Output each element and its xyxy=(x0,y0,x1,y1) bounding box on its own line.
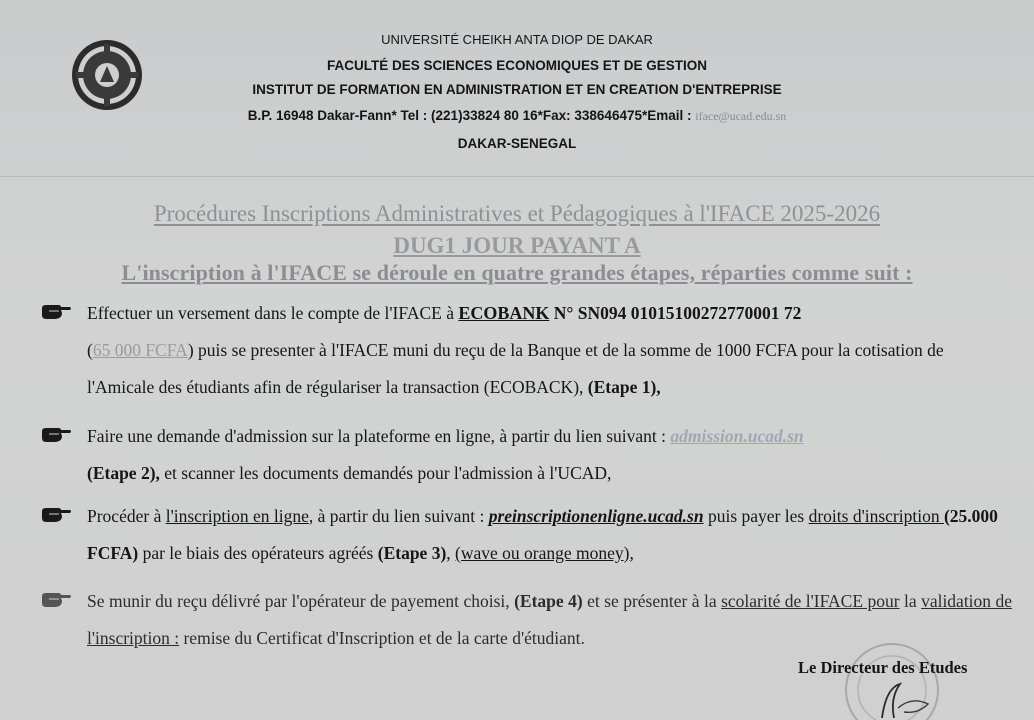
header-divider xyxy=(0,176,1034,177)
step-4-part: et se présenter à la xyxy=(582,591,722,611)
step-3-text xyxy=(87,498,1012,572)
registration-fees: droits d'inscription xyxy=(808,506,944,526)
institute-name: INSTITUT DE FORMATION EN ADMINISTRATION ET EN CREATION D'ENTREPRISE xyxy=(252,82,782,97)
step-3-part: Procéder à xyxy=(87,506,166,526)
contact-line xyxy=(0,108,1034,124)
preinscription-link[interactable]: preinscriptionenligne.ucad.sn xyxy=(488,506,704,526)
bank-name: ECOBANK xyxy=(458,303,550,323)
step-2-text xyxy=(87,418,1012,492)
program-title: DUG1 JOUR PAYANT A xyxy=(393,233,641,258)
step-1-text xyxy=(87,295,1012,406)
university-name: UNIVERSITÉ CHEIKH ANTA DIOP DE DAKAR xyxy=(381,32,653,47)
contact-text: B.P. 16948 Dakar-Fann* Tel : (221)33824 80 16*Fax: 338646475*Email : xyxy=(247,108,696,123)
letterhead xyxy=(0,0,1034,170)
scolarite: scolarité de l'IFACE pour xyxy=(721,591,900,611)
email-link[interactable]: iface@ucad.edu.sn xyxy=(695,109,787,123)
pointing-hand-icon xyxy=(40,591,72,609)
step-3-part: , xyxy=(446,543,456,563)
admission-link[interactable]: admission.ucad.sn xyxy=(670,426,804,446)
step-3-part: , à partir du lien suivant : xyxy=(308,506,489,526)
paren: ( xyxy=(87,340,93,360)
university-seal-icon xyxy=(70,38,144,112)
payment-operators: (wave ou orange money) xyxy=(455,543,630,563)
faculty-name: FACULTÉ DES SCIENCES ECONOMIQUES ET DE GESTION xyxy=(326,58,708,73)
pointing-hand-icon xyxy=(40,426,72,444)
account-number: N° SN094 01015100272770001 72 xyxy=(549,303,802,323)
step-2-label: (Etape 2), xyxy=(87,463,160,483)
step-4-part: la xyxy=(899,591,922,611)
pointing-hand-icon xyxy=(40,506,72,524)
step-1-detail: ) puis se presenter à l'IFACE muni du reçu de la Banque et de la somme de 1000 FCFA pour la cotisation de l'Amicale des étudiants afin de régulariser la transaction (ECOBACK), xyxy=(87,340,944,397)
pointing-hand-icon xyxy=(40,303,72,321)
step-2-detail: et scanner les documents demandés pour l'admission à l'UCAD, xyxy=(159,463,612,483)
step-4-label: (Etape 4) xyxy=(514,591,583,611)
step-3-part: , xyxy=(629,543,634,563)
payment-amount: 65 000 FCFA xyxy=(92,340,188,360)
registration-validation: validation de l'inscription : xyxy=(87,591,1013,648)
step-3-label: (Etape 3) xyxy=(377,543,447,563)
step-3-part: puis payer les xyxy=(703,506,809,526)
online-registration: l'inscription en ligne xyxy=(165,506,309,526)
step-1-part: Effectuer un versement dans le compte de l'IFACE à xyxy=(87,303,459,323)
step-3-part: par le biais des opérateurs agréés xyxy=(138,543,378,563)
step-2-part: Faire une demande d'admission sur la plateforme en ligne, à partir du lien suivant : xyxy=(87,426,671,446)
page-title: Procédures Inscriptions Administratives et Pédagogiques à l'IFACE 2025-2026 xyxy=(153,201,881,226)
step-4-detail: remise du Certificat d'Inscription et de la carte d'étudiant. xyxy=(179,628,585,648)
city-line: DAKAR-SENEGAL xyxy=(457,136,577,151)
fee-amount: (25.000 FCFA) xyxy=(87,506,998,563)
step-1-label: (Etape 1), xyxy=(587,377,661,397)
signature-title: Le Directeur des Etudes xyxy=(798,658,968,677)
step-4-part: Se munir du reçu délivré par l'opérateur de payement choisi, xyxy=(87,591,515,611)
intro-heading: L'inscription à l'IFACE se déroule en quatre grandes étapes, réparties comme suit : xyxy=(121,260,913,285)
